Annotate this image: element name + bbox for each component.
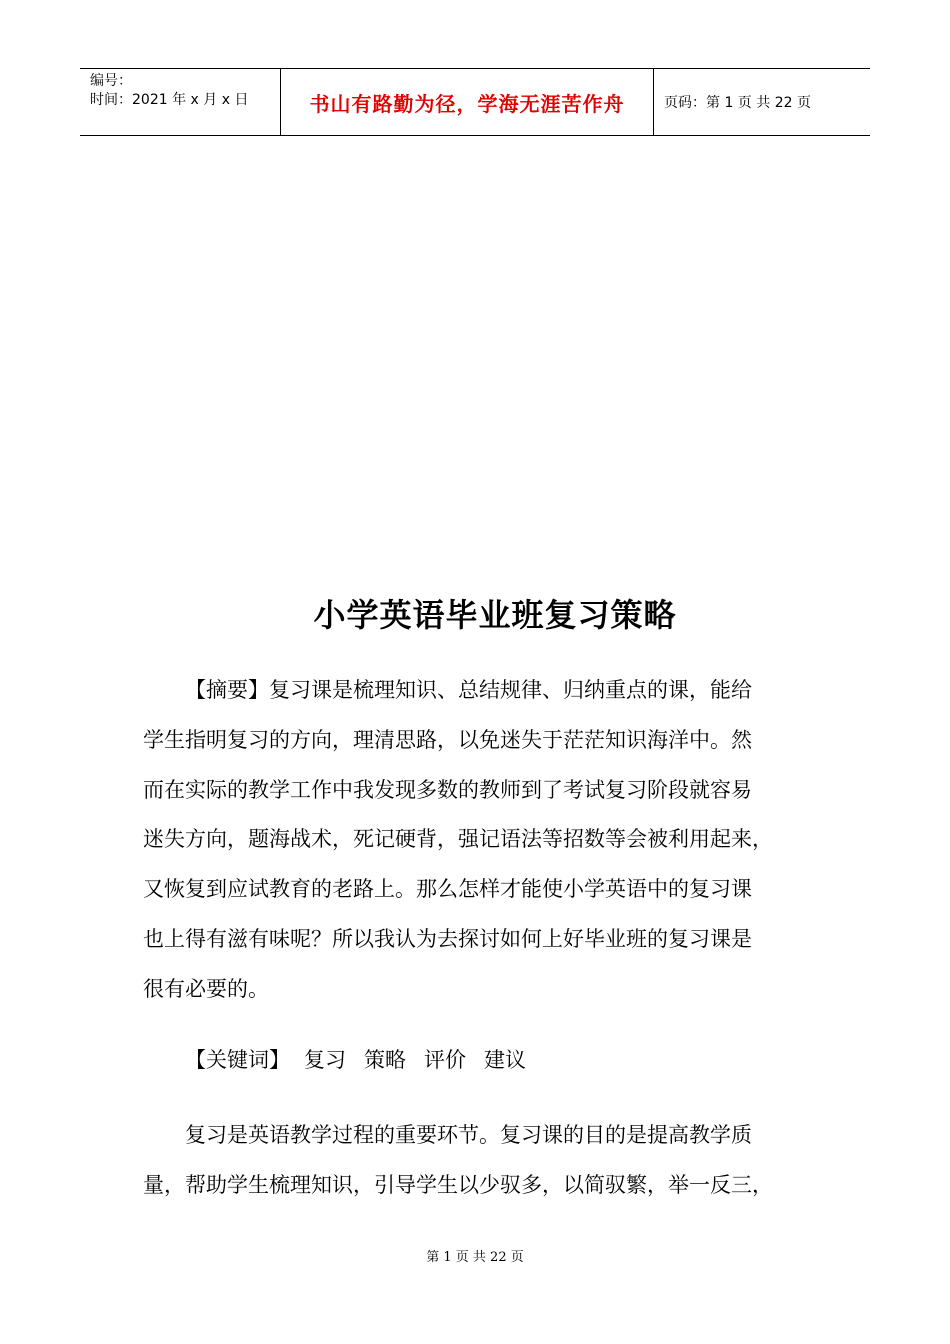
body-line: 量，帮助学生梳理知识，引导学生以少驭多，以简驭繁，举一反三，: [143, 1172, 773, 1197]
header-motto: 书山有路勤为径，学海无涯苦作舟: [281, 69, 654, 135]
page-footer: 第 1 页 共 22 页: [426, 1250, 524, 1265]
body-paragraph: [143, 1111, 823, 1211]
abstract-line: 学生指明复习的方向，理清思路，以免迷失于茫茫知识海洋中。然: [143, 727, 752, 752]
header-meta-cell: [80, 69, 281, 135]
keyword-item: 建议: [484, 1048, 526, 1072]
abstract-line: 而在实际的教学工作中我发现多数的教师到了考试复习阶段就容易: [143, 777, 752, 802]
keywords-line: [143, 1036, 823, 1085]
abstract-line: 很有必要的。: [143, 976, 269, 1001]
abstract-paragraph: [143, 666, 823, 1015]
keyword-item: 评价: [424, 1048, 466, 1072]
abstract-line: 【摘要】复习课是梳理知识、总结规律、归纳重点的课，能给: [185, 678, 752, 702]
header-table: [80, 68, 870, 136]
document-time-label: 时间：2021 年 x 月 x 日: [90, 92, 249, 108]
abstract-line: 也上得有滋有味呢？所以我认为去探讨如何上好毕业班的复习课是: [143, 926, 752, 951]
document-title: 小学英语毕业班复习策略: [313, 596, 677, 634]
document-number-label: 编号：: [90, 73, 132, 89]
body-line: 复习是英语教学过程的重要环节。复习课的目的是提高教学质: [185, 1123, 752, 1147]
keywords-label: 【关键词】: [185, 1048, 290, 1072]
keyword-item: 策略: [364, 1048, 406, 1072]
keyword-item: 复习: [304, 1048, 346, 1072]
abstract-line: 迷失方向，题海战术，死记硬背，强记语法等招数等会被利用起来，: [143, 827, 773, 852]
header-page-info: 页码：第 1 页 共 22 页: [664, 95, 811, 111]
abstract-line: 又恢复到应试教育的老路上。那么怎样才能使小学英语中的复习课: [143, 877, 752, 902]
